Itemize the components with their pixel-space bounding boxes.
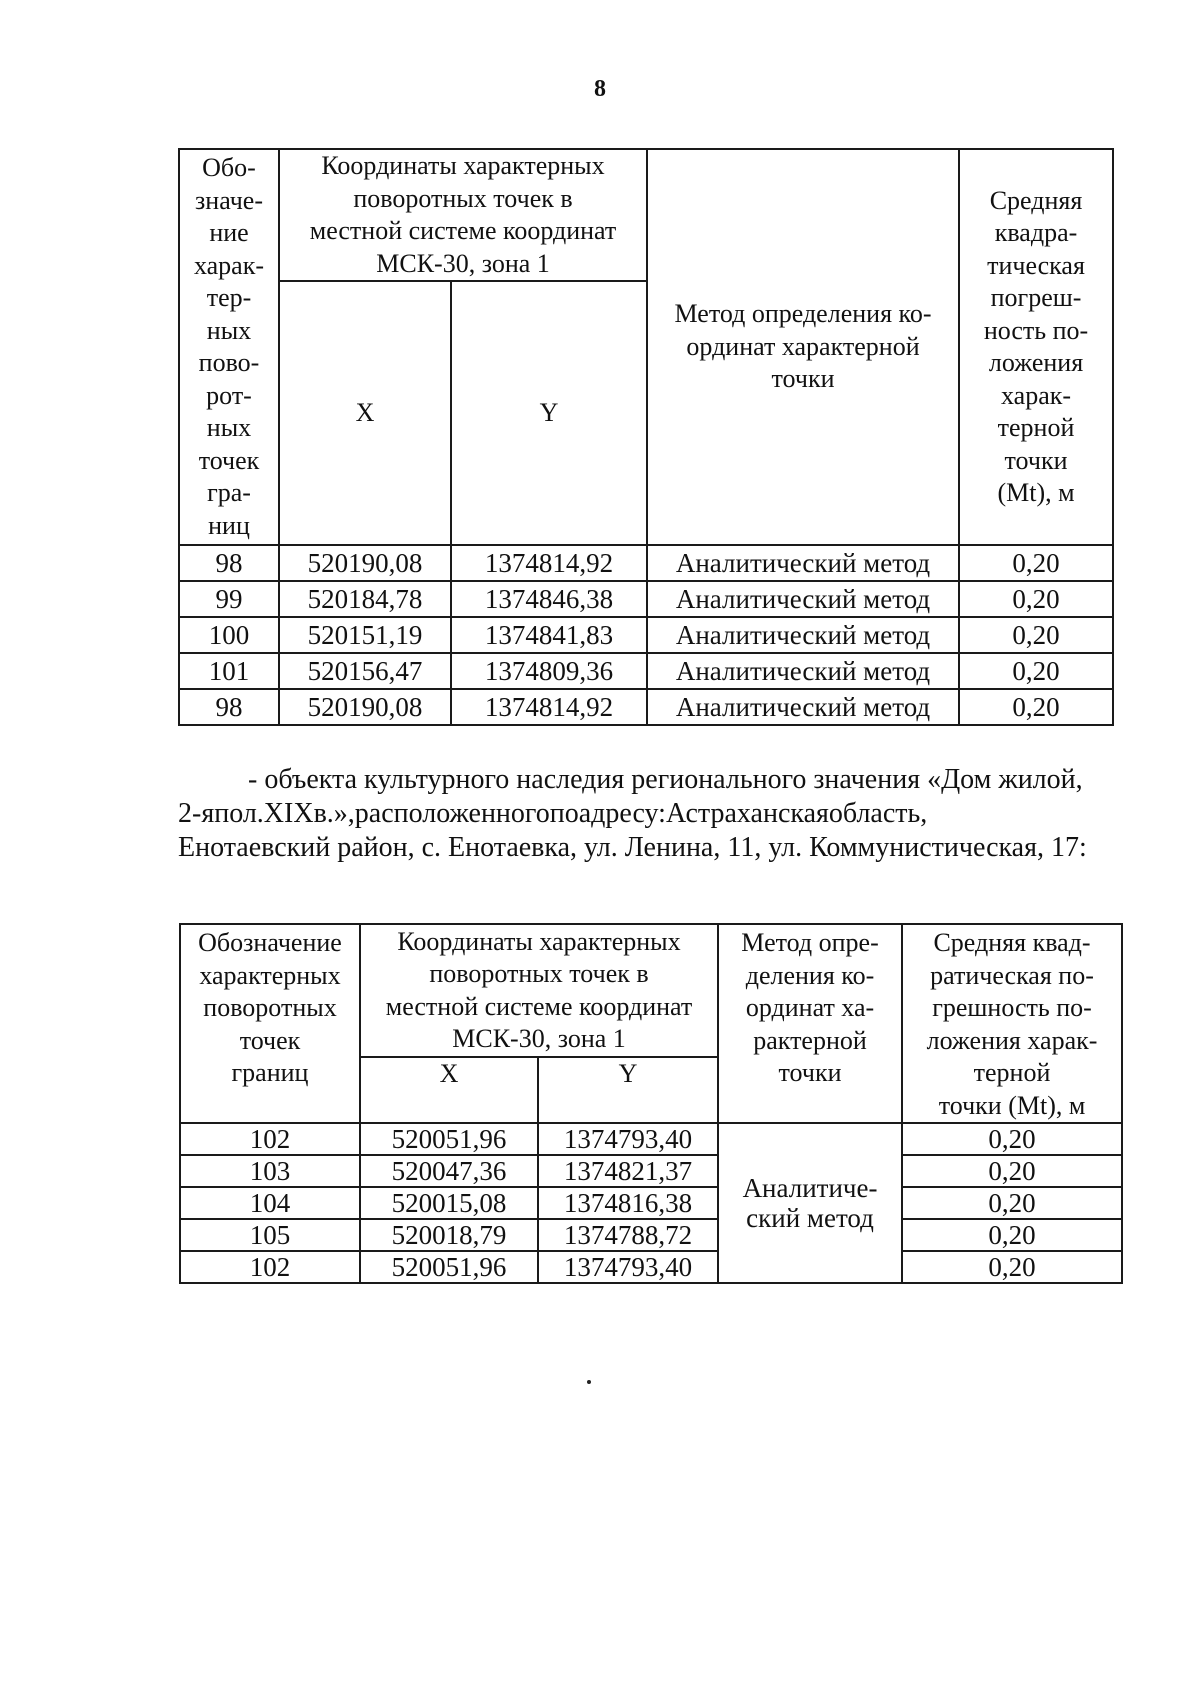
x-cell: 520156,47 [279,653,451,689]
header-line: точки (Mt), м [938,1090,1086,1120]
method-line: ский метод [746,1203,874,1233]
header-line: гра- [207,478,251,507]
header-line: ложения харак- [926,1025,1098,1055]
header-line: поворотных точек в [353,183,573,213]
method-cell: Аналитический метод [647,689,959,725]
header-coordinates [279,149,647,281]
coordinates-table-1 [178,148,1114,726]
table-row [180,1123,1122,1155]
header-line: местной системе координат [385,991,693,1021]
point-cell: 105 [180,1219,360,1251]
object-description [178,763,1124,865]
header-line: деления ко- [745,960,875,990]
table-row [180,1219,1122,1251]
error-cell: 0,20 [902,1251,1122,1283]
y-cell: 1374809,36 [451,653,647,689]
error-cell: 0,20 [902,1219,1122,1251]
point-cell: 99 [179,581,279,617]
header-line: точки [1004,445,1068,475]
x-cell: 520051,96 [360,1123,538,1155]
header-line: тер- [206,283,252,312]
header-designation [179,149,279,545]
header-line: Обозначение [198,928,342,957]
y-cell: 1374788,72 [538,1219,718,1251]
method-line: Аналитиче- [742,1173,878,1203]
table-row [180,1251,1122,1283]
header-line: ниц [208,510,250,540]
point-cell: 101 [179,653,279,689]
header-line: квадра- [994,218,1078,247]
y-cell: 1374846,38 [451,581,647,617]
header-line: рактерной [753,1025,867,1055]
header-line: точек [198,445,260,475]
table-row [179,689,1113,725]
header-line: точек [239,1025,301,1055]
header-line: погреш- [990,283,1082,312]
point-cell: 102 [180,1123,360,1155]
paragraph-word: Астраханская [665,798,829,829]
header-line: ных [206,413,252,442]
paragraph-word: область, [828,798,928,829]
y-cell: 1374841,83 [451,617,647,653]
header-line: МСК-30, зона 1 [376,248,550,278]
error-cell: 0,20 [959,545,1113,581]
error-cell: 0,20 [959,617,1113,653]
header-line: Средняя квад- [933,928,1091,957]
paragraph-word: адресу: [578,798,666,829]
x-cell: 520184,78 [279,581,451,617]
page-number: 8 [594,76,606,102]
header-line: ратическая по- [930,960,1094,990]
header-method [647,149,959,545]
header-error [959,149,1113,545]
paragraph-line-3: Енотаевский район, с. Енотаевка, ул. Ленина, 11, ул. Коммунистическая, 17: [178,832,1087,863]
paragraph-word: по [549,798,579,829]
header-line: МСК-30, зона 1 [452,1024,626,1053]
header-line: терной [997,413,1075,442]
x-cell: 520051,96 [360,1251,538,1283]
header-line: Координаты характерных [397,926,681,956]
method-cell: Аналитический метод [647,581,959,617]
header-line: харак- [1001,380,1072,410]
point-cell: 98 [179,689,279,725]
table-row [180,1187,1122,1219]
header-line: ложения [988,348,1084,377]
header-line: тическая [987,250,1085,280]
error-cell: 0,20 [902,1155,1122,1187]
paragraph-word: пол. [214,798,264,829]
error-cell: 0,20 [959,689,1113,725]
paragraph-word: в.», [313,798,355,829]
x-cell: 520190,08 [279,689,451,725]
x-cell: 520190,08 [279,545,451,581]
header-line: пово- [198,348,260,377]
paragraph-line-2 [178,797,1124,831]
header-line: (Mt), м [997,478,1075,507]
x-cell: 520018,79 [360,1219,538,1251]
header-method [718,924,902,1123]
header-line: терной [973,1058,1051,1087]
header-line: харак- [193,250,265,280]
paragraph-word: 2-я [178,798,215,829]
header-line: характерных [199,960,341,990]
y-cell: 1374793,40 [538,1123,718,1155]
header-error [902,924,1122,1123]
header-line: рот- [206,380,252,410]
y-cell: 1374814,92 [451,689,647,725]
y-cell: 1374814,92 [451,545,647,581]
paragraph-word: XIX [263,798,314,829]
header-line: Средняя [989,185,1083,215]
header-line: ность по- [983,315,1089,345]
method-cell: Аналитический метод [647,545,959,581]
x-cell: 520015,08 [360,1187,538,1219]
y-cell: 1374816,38 [538,1187,718,1219]
point-cell: 103 [180,1155,360,1187]
point-cell: 102 [180,1251,360,1283]
header-line: Метод определения ко- [674,299,932,329]
table-row [179,653,1113,689]
error-cell: 0,20 [959,581,1113,617]
method-merged-cell [718,1123,902,1283]
y-cell: 1374793,40 [538,1251,718,1283]
header-x: X [360,1057,538,1123]
header-y: Y [538,1057,718,1123]
point-cell: 104 [180,1187,360,1219]
table-row [180,1155,1122,1187]
header-line: границ [231,1058,309,1087]
error-cell: 0,20 [902,1123,1122,1155]
error-cell: 0,20 [902,1187,1122,1219]
header-line: значе- [195,185,263,215]
header-line: Обо- [202,153,256,182]
header-line: ние [209,218,249,247]
paragraph-line-1: - объекта культурного наследия регионального значения «Дом жилой, [248,764,1083,795]
header-line: грешность по- [932,993,1092,1022]
y-cell: 1374821,37 [538,1155,718,1187]
error-cell: 0,20 [959,653,1113,689]
header-line: Метод опре- [741,928,879,957]
table-row [179,581,1113,617]
paragraph-word: расположенного [354,798,550,829]
header-designation [180,924,360,1123]
table-row [179,617,1113,653]
method-cell: Аналитический метод [647,653,959,689]
method-cell: Аналитический метод [647,617,959,653]
header-line: Координаты характерных [321,151,605,180]
header-y: Y [451,281,647,545]
x-cell: 520047,36 [360,1155,538,1187]
header-line: ординат характерной [686,331,920,361]
scan-speck [587,1380,591,1384]
header-line: поворотных точек в [429,959,649,988]
header-line: ординат ха- [745,993,875,1022]
point-cell: 98 [179,545,279,581]
header-x: X [279,281,451,545]
coordinates-table-2 [179,923,1123,1284]
header-line: ных [206,315,252,345]
x-cell: 520151,19 [279,617,451,653]
header-line: точки [771,364,835,394]
header-line: точки [778,1058,842,1087]
header-coordinates [360,924,718,1057]
table-row [179,545,1113,581]
point-cell: 100 [179,617,279,653]
header-line: местной системе координат [309,216,617,245]
header-line: поворотных [203,993,337,1022]
